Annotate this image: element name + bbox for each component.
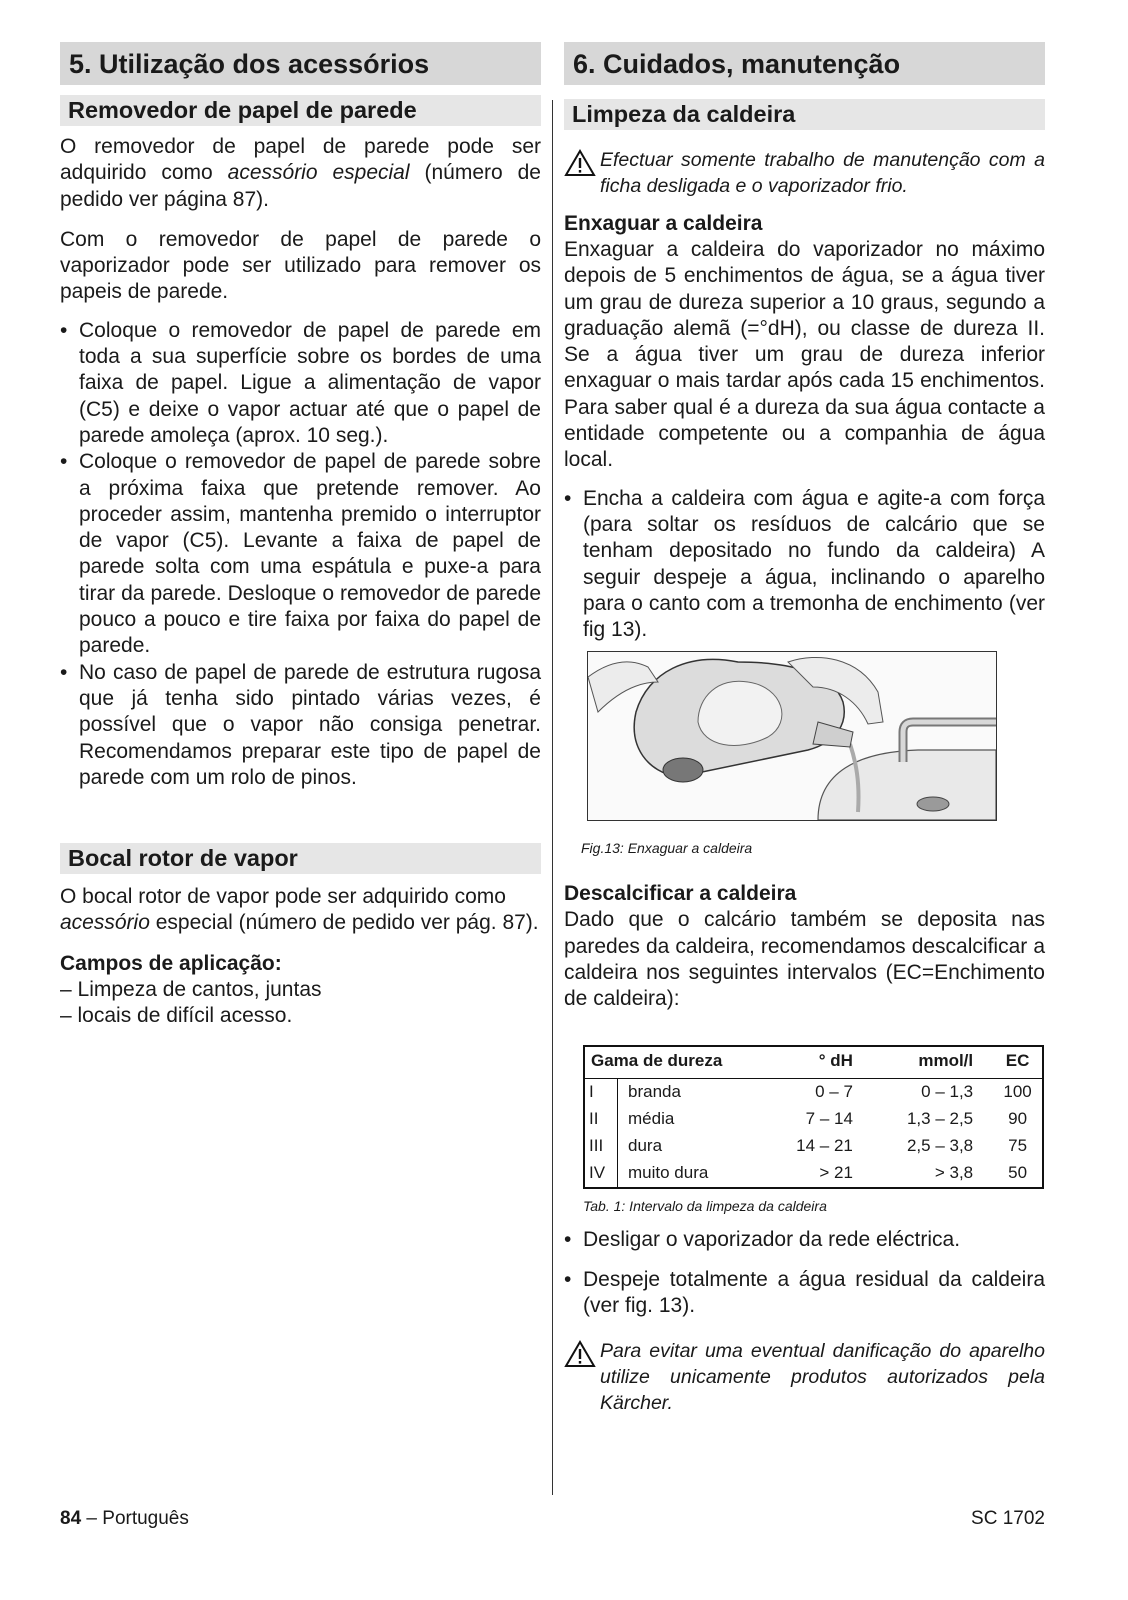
table-header-row [584, 1046, 1043, 1079]
hardness-table-wrapper [564, 1045, 1045, 1215]
figure-13-caption: Fig.13: Enxaguar a caldeira [581, 840, 753, 857]
application-field-item: – locais de difícil acesso. [60, 1004, 293, 1028]
warning-icon [564, 1340, 596, 1368]
table-caption: Tab. 1: Intervalo da limpeza da caldeira [583, 1197, 827, 1214]
cell-mmol: 2,5 – 3,8 [906, 1136, 974, 1156]
hardness-table [583, 1045, 1044, 1189]
wallpaper-bullet: • Coloque o removedor de papel de parede em toda a sua superfície sobre os bordes de uma faixa de papel. Ligue a alimentação de vapor (C5) e deixe o vapor actuar até que o papel de parede amoleça (aprox. 10 seg.). [60, 318, 541, 449]
subsection-title-wallpaper: Removedor de papel de parede [60, 95, 541, 126]
footer-page-info [60, 1507, 189, 1531]
table-row [584, 1078, 1043, 1106]
cell-ec: 50 [1008, 1163, 1028, 1183]
wallpaper-bullet: • Coloque o removedor de papel de parede sobre a próxima faixa que pretende remover. Ao proceder assim, mantenha premido o interruptor de vapor (C5). Levante a faixa de papel de parede solta com uma espátula e puxe-a para tirar da parede. Desloque o removedor de parede pouco a pouco e tire faixa por faixa do papel de parede. [60, 449, 541, 659]
cell-roman: II [584, 1106, 618, 1133]
cell-mmol: 1,3 – 2,5 [906, 1109, 974, 1129]
cell-dh: 14 – 21 [796, 1136, 853, 1156]
cell-mmol: > 3,8 [934, 1163, 974, 1183]
descale-title: Descalcificar a caldeira [564, 882, 797, 906]
cell-ec: 75 [1008, 1136, 1028, 1156]
application-field-item: – Limpeza de cantos, juntas [60, 977, 322, 1001]
warning-maintenance: Efectuar somente trabalho de manutenção com a ficha desligada e o vaporizador frio. [564, 147, 1045, 199]
table-row [584, 1133, 1043, 1160]
cell-name: muito dura [628, 1163, 709, 1183]
rinse-paragraph: Enxaguar a caldeira do vaporizador no máximo depois de 5 enchimentos de água, se a água tiver um grau de dureza superior a 10 graus, segundo a graduação alemã (=°dH), ou classe de dureza II. Se a água tiver um grau de dureza inferior enxaguar o mais tardar após cada 15 enchimentos. Para saber qual é a dureza da sua água contacte a entidade competente ou a companhia de água local. [564, 238, 1045, 472]
header-dh: ° dH [765, 1046, 873, 1079]
table-row [584, 1160, 1043, 1188]
wallpaper-paragraph-2: Com o removedor de papel de parede o vaporizador pode ser utilizado para remover os papeis de parede. [60, 227, 541, 304]
header-ec: EC [993, 1046, 1043, 1079]
footer-language: – Português [81, 1508, 189, 1529]
figure-13-container [564, 643, 1045, 839]
cell-name: dura [628, 1136, 663, 1156]
subsection-title-boiler-cleaning: Limpeza da caldeira [564, 99, 1045, 130]
cell-dh: > 21 [819, 1163, 853, 1183]
wallpaper-bullet: • No caso de papel de parede de estrutura rugosa que já tenha sido pintado várias vezes, é possível que o vapor não consiga penetrar. Recomendamos preparar este tipo de papel de parede com um rolo de pinos. [60, 660, 541, 791]
warning-icon [564, 149, 596, 177]
wallpaper-paragraph-1: O removedor de papel de parede pode ser adquirido como acessório especial (número de pedido ver página 87). [60, 135, 541, 211]
application-fields-title: Campos de aplicação: [60, 951, 282, 975]
right-column [564, 42, 1045, 1416]
rinse-title: Enxaguar a caldeira [564, 212, 763, 235]
cell-mmol: 0 – 1,3 [921, 1082, 974, 1102]
section-title-care: 6. Cuidados, manutenção [564, 42, 1045, 85]
cell-dh: 7 – 14 [805, 1109, 853, 1129]
cell-ec: 90 [1008, 1109, 1028, 1129]
page-number: 84 [60, 1508, 82, 1529]
descale-bullet: • Desligar o vaporizador da rede eléctrica. [564, 1227, 1045, 1253]
descale-paragraph: Dado que o calcário também se deposita nas paredes da caldeira, recomendamos descalcificar a caldeira nos seguintes intervalos (EC=Enchimento de caldeira): [564, 908, 1045, 1011]
table-row [584, 1106, 1043, 1133]
descale-bullet: • Despeje totalmente a água residual da caldeira (ver fig. 13). [564, 1267, 1045, 1320]
nozzle-paragraph: O bocal rotor de vapor pode ser adquirido como acessório especial (número de pedido ver pág. 87). [60, 885, 539, 935]
subsection-title-steam-nozzle: Bocal rotor de vapor [60, 843, 541, 874]
cell-dh: 0 – 7 [815, 1082, 853, 1102]
boiler-rinse-drawing [588, 652, 996, 820]
rinse-bullet: • Encha a caldeira com água e agite-a com força (para soltar os resíduos de calcário que se tenham depositado no fundo da caldeira) A seguir despeje a água, inclinando o aparelho para o canto com a tremonha de enchimento (ver fig 13). [564, 486, 1045, 644]
column-divider [552, 100, 553, 1495]
cell-roman: III [584, 1133, 618, 1160]
figure-13-illustration [587, 651, 997, 821]
header-hardness-range: Gama de dureza [584, 1046, 765, 1079]
cell-name: média [628, 1109, 675, 1129]
cell-roman: I [584, 1078, 618, 1106]
cell-name: branda [628, 1082, 681, 1102]
cell-ec: 100 [1003, 1082, 1032, 1102]
warning-authorized-products: Para evitar uma eventual danificação do aparelho utilize unicamente produtos autorizados pela Kärcher. [564, 1338, 1045, 1416]
section-title-accessories: 5. Utilização dos acessórios [60, 42, 541, 85]
footer-model: SC 1702 [971, 1508, 1045, 1529]
header-mmol: mmol/l [873, 1046, 993, 1079]
left-column [60, 42, 541, 1029]
cell-roman: IV [584, 1160, 618, 1188]
